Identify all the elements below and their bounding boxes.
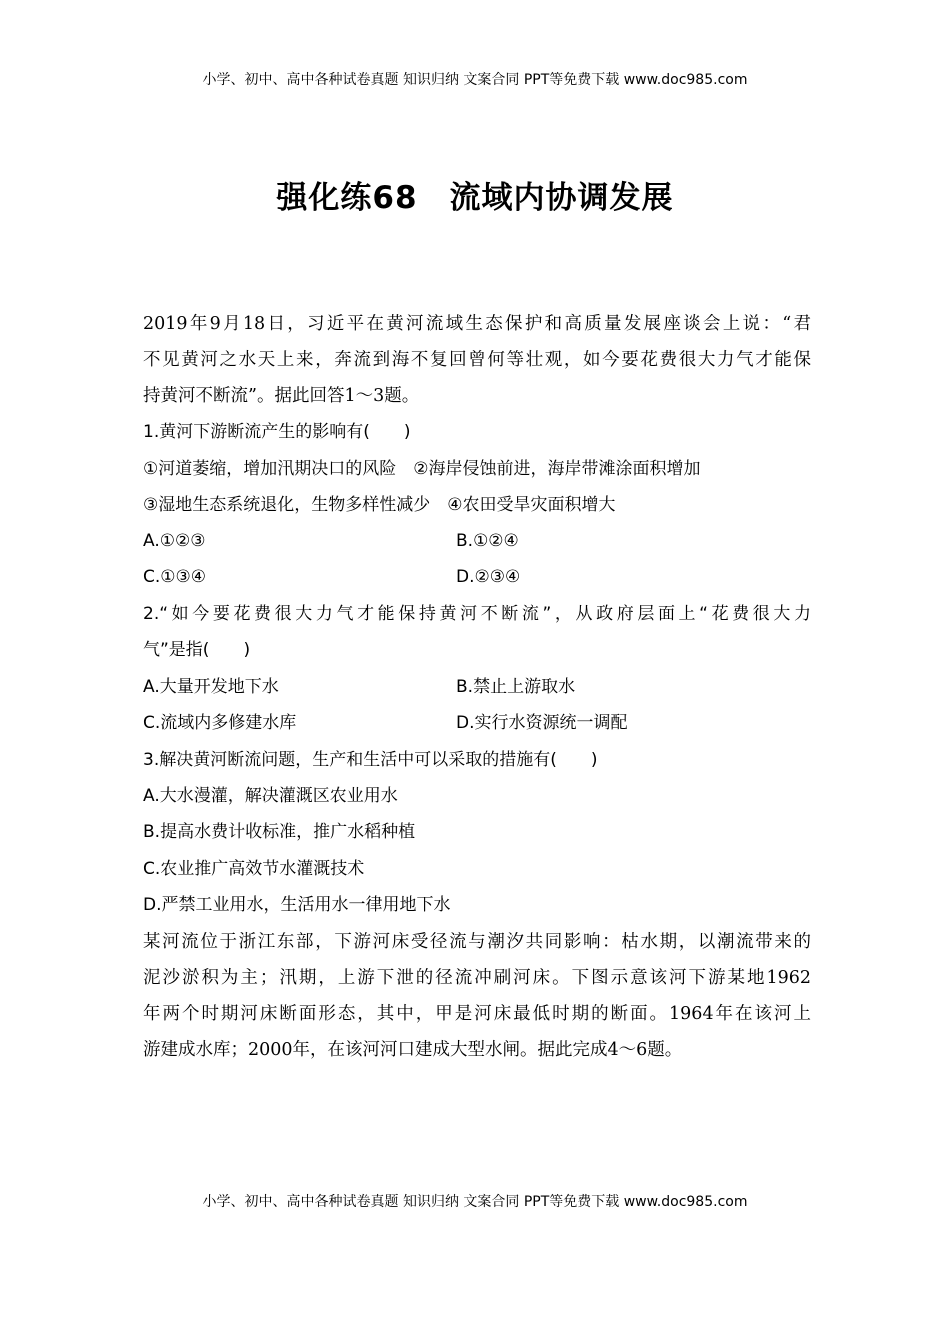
question-1-option-d: D.②③④ (456, 567, 521, 587)
intro-2-line-4: 游建成水库；2000年，在该河河口建成大型水闸。据此完成4～6题。 (143, 1040, 683, 1060)
question-3-option-d: D.严禁工业用水，生活用水一律用地下水 (143, 895, 451, 915)
question-3-stem: 3.解决黄河断流问题，生产和生活中可以采取的措施有( ) (143, 750, 598, 770)
intro-1-line-3: 持黄河不断流”。据此回答1～3题。 (143, 386, 420, 406)
question-3-option-c: C.农业推广高效节水灌溉技术 (143, 859, 365, 879)
intro-1-line-2: 不见黄河之水天上来，奔流到海不复回曾何等壮观，如今要花费很大力气才能保 (143, 350, 811, 370)
page-footer: 小学、初中、高中各种试卷真题 知识归纳 文案合同 PPT等免费下载 www.doc985.com (202, 1194, 748, 1210)
intro-2-line-3: 年两个时期河床断面形态，其中，甲是河床最低时期的断面。1964年在该河上 (143, 1004, 811, 1024)
question-2-option-c: C.流域内多修建水库 (143, 713, 297, 733)
question-1-option-a: A.①②③ (143, 531, 206, 551)
question-2-option-a: A.大量开发地下水 (143, 677, 279, 697)
page-header: 小学、初中、高中各种试卷真题 知识归纳 文案合同 PPT等免费下载 www.doc985.com (202, 72, 748, 88)
page-title: 强化练68 流域内协调发展 (276, 180, 674, 216)
question-2-option-b: B.禁止上游取水 (456, 677, 576, 697)
intro-1-line-1: 2019年9月18日，习近平在黄河流域生态保护和高质量发展座谈会上说：“君 (143, 314, 811, 334)
question-1-statement-2: ③湿地生态系统退化，生物多样性减少 ④农田受旱灾面积增大 (143, 495, 616, 515)
question-2-stem-line-1: 2.“如今要花费很大力气才能保持黄河不断流”，从政府层面上“花费很大力 (143, 604, 811, 624)
question-2-stem-line-2: 气”是指( ) (143, 640, 251, 660)
question-1-stem: 1.黄河下游断流产生的影响有( ) (143, 422, 411, 442)
question-3-option-a: A.大水漫灌，解决灌溉区农业用水 (143, 786, 398, 806)
intro-2-line-2: 泥沙淤积为主；汛期，上游下泄的径流冲刷河床。下图示意该河下游某地1962 (143, 968, 811, 988)
question-1-statement-1: ①河道萎缩，增加汛期决口的风险 ②海岸侵蚀前进，海岸带滩涂面积增加 (143, 459, 701, 479)
question-1-option-b: B.①②④ (456, 531, 519, 551)
question-1-option-c: C.①③④ (143, 567, 206, 587)
intro-2-line-1: 某河流位于浙江东部，下游河床受径流与潮汐共同影响：枯水期，以潮流带来的 (143, 932, 811, 952)
question-2-option-d: D.实行水资源统一调配 (456, 713, 628, 733)
question-3-option-b: B.提高水费计收标准，推广水稻种植 (143, 822, 416, 842)
